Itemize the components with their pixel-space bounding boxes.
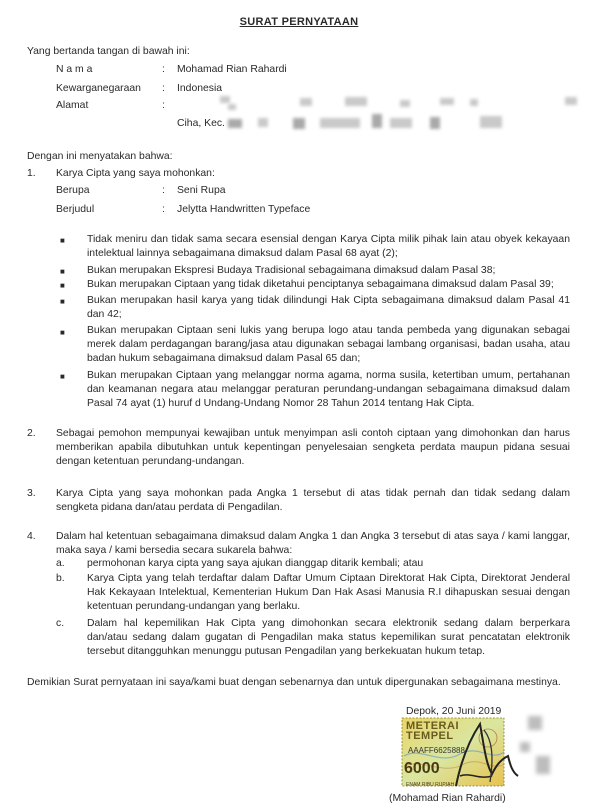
redaction-block — [400, 100, 410, 107]
sub-a-letter: a. — [56, 558, 65, 569]
redaction-block — [520, 742, 530, 752]
sub-b-text: Karya Cipta yang telah terdaftar dalam Daftar Umum Ciptaan Direktorat Hak Cipta, Direktorat Jenderal Hak Kekayaan Intelektual, Kementerian Hukum Dan Hak Asasi Manusia R.I dihapuskan sesuai dengan ketentuan perundang-undangan yang berlaku. — [87, 573, 570, 612]
document-title: SURAT PERNYATAAN — [239, 16, 359, 28]
redaction-block — [430, 117, 440, 129]
item-3-number: 3. — [27, 488, 36, 499]
field-sep-nationality: : — [162, 83, 165, 94]
sub-a-text: permohonan karya cipta yang saya ajukan dianggap ditarik kembali; atau — [87, 558, 424, 569]
bullet-icon: ■ — [60, 297, 65, 306]
redaction-block — [320, 118, 360, 128]
bullet-icon: ■ — [60, 236, 65, 245]
stamp-serial: AAAFF6625888 — [408, 746, 465, 755]
redaction-block — [258, 118, 268, 127]
meterai-stamp — [400, 716, 520, 788]
bullet-icon: ■ — [60, 328, 65, 337]
intro-text: Yang bertanda tangan di bawah ini: — [27, 46, 190, 57]
redaction-block — [390, 118, 412, 128]
declaration-intro: Dengan ini menyatakan bahwa: — [27, 151, 173, 162]
item-2-number: 2. — [27, 428, 36, 439]
field-sep-address: : — [162, 100, 165, 111]
bullet-text-2: Bukan merupakan Ekspresi Budaya Tradisional sebagaimana dimaksud dalam Pasal 38; — [87, 265, 496, 276]
bullet-text-6: Bukan merupakan Ciptaan yang melanggar norma agama, norma susila, ketertiban umum, pertahanan dan keamanan negara atau melanggar peraturan perundang-undangan sebagaimana dimaksud dalam Pasal 74 ayat (1) huruf d Undang-Undang Nomor 28 Tahun 2014 tentang Hak Cipta. — [87, 370, 570, 409]
stamp-amount: 6000 — [404, 760, 440, 777]
closing-text: Demikian Surat pernyataan ini saya/kami buat dengan sebenarnya dan untuk dipergunakan sebagaimana mestinya. — [27, 677, 561, 688]
item-1-number: 1. — [27, 168, 36, 179]
redaction-block — [228, 104, 236, 110]
field-value-name: Mohamad Rian Rahardi — [177, 64, 287, 75]
redaction-block — [300, 98, 312, 106]
stamp-label-1: METERAI — [406, 720, 459, 732]
field-label-nationality: Kewarganegaraan — [56, 83, 141, 94]
row-sep-title: : — [162, 204, 165, 215]
sub-c-letter: c. — [56, 618, 65, 629]
redaction-block — [293, 118, 305, 129]
sub-c-text: Dalam hal kepemilikan Hak Cipta yang dimohonkan secara elektronik sedang dalam berperkara dan/atau sedang dalam gugatan di Pengadilan maka status kepemilikan surat pencatatan elektronik tersebut ditangguhkan menunggu putusan Pengadilan yang berkekuatan hukum tetap. — [87, 618, 570, 657]
stamp-amount-words: ENAM RIBU RUPIAH — [406, 782, 455, 788]
redaction-block — [565, 97, 577, 105]
item-2-text: Sebagai pemohon mempunyai kewajiban untuk menyimpan asli contoh ciptaan yang dimohonkan dan harus memberikan apabila dibutuhkan untuk kepentingan penyelesaian sengketa perdata maupun pidana sesuai dengan ketentuan perundang-undangan. — [56, 428, 570, 467]
redaction-block — [372, 114, 382, 128]
stamp-label-2: TEMPEL — [406, 730, 454, 742]
field-label-name: N a m a — [56, 64, 93, 75]
bullet-icon: ■ — [60, 281, 65, 290]
bullet-text-5: Bukan merupakan Ciptaan seni lukis yang berupa logo atau tanda pembeda yang digunakan sebagai merek dalam perdagangan barang/jasa atau digunakan sebagai lambang organisasi, badan usaha, atau badan hukum sebagaimana dimaksud dalam Pasal 65 dan; — [87, 325, 570, 364]
item-4-number: 4. — [27, 531, 36, 542]
redaction-block — [470, 99, 478, 106]
row-label-title: Berjudul — [56, 204, 95, 215]
redaction-block — [345, 97, 367, 106]
field-label-address: Alamat — [56, 100, 89, 111]
bullet-text-4: Bukan merupakan hasil karya yang tidak dilindungi Hak Cipta sebagaimana dimaksud dalam Pasal 41 dan 42; — [87, 295, 570, 320]
redaction-block — [220, 96, 230, 103]
field-sep-name: : — [162, 64, 165, 75]
bullet-icon: ■ — [60, 267, 65, 276]
row-value-title: Jelytta Handwritten Typeface — [177, 204, 311, 215]
redaction-block — [228, 119, 242, 128]
row-value-type: Seni Rupa — [177, 185, 226, 196]
bullet-text-1: Tidak meniru dan tidak sama secara esensial dengan Karya Cipta milik pihak lain atau obyek kekayaan intelektual lainnya sebagaimana dimaksud dalam Pasal 68 ayat (2); — [87, 234, 570, 259]
item-3-text: Karya Cipta yang saya mohonkan pada Angka 1 tersebut di atas tidak pernah dan tidak sedang dalam sengketa pidana dan/atau perdata di Pengadilan. — [56, 488, 570, 513]
redaction-block — [536, 756, 550, 774]
redaction-block — [480, 116, 502, 128]
row-label-type: Berupa — [56, 185, 90, 196]
field-value-nationality: Indonesia — [177, 83, 223, 94]
redaction-block — [528, 716, 542, 730]
address-line-2: Ciha, Kec. — [177, 118, 225, 129]
bullet-icon: ■ — [60, 372, 65, 381]
signer-name: (Mohamad Rian Rahardi) — [389, 793, 506, 804]
item-1-text: Karya Cipta yang saya mohonkan: — [56, 168, 215, 179]
bullet-text-3: Bukan merupakan Ciptaan yang tidak diketahui penciptanya sebagaimana dimaksud dalam Pasal 39; — [87, 279, 554, 290]
sub-b-letter: b. — [56, 573, 65, 584]
item-4-text: Dalam hal ketentuan sebagaimana dimaksud dalam Angka 1 dan Angka 3 tersebut di atas saya / kami langgar, maka saya / kami bersedia secara sukarela bahwa: — [56, 531, 570, 556]
redaction-block — [440, 98, 454, 105]
row-sep-type: : — [162, 185, 165, 196]
place-date: Depok, 20 Juni 2019 — [406, 706, 502, 717]
